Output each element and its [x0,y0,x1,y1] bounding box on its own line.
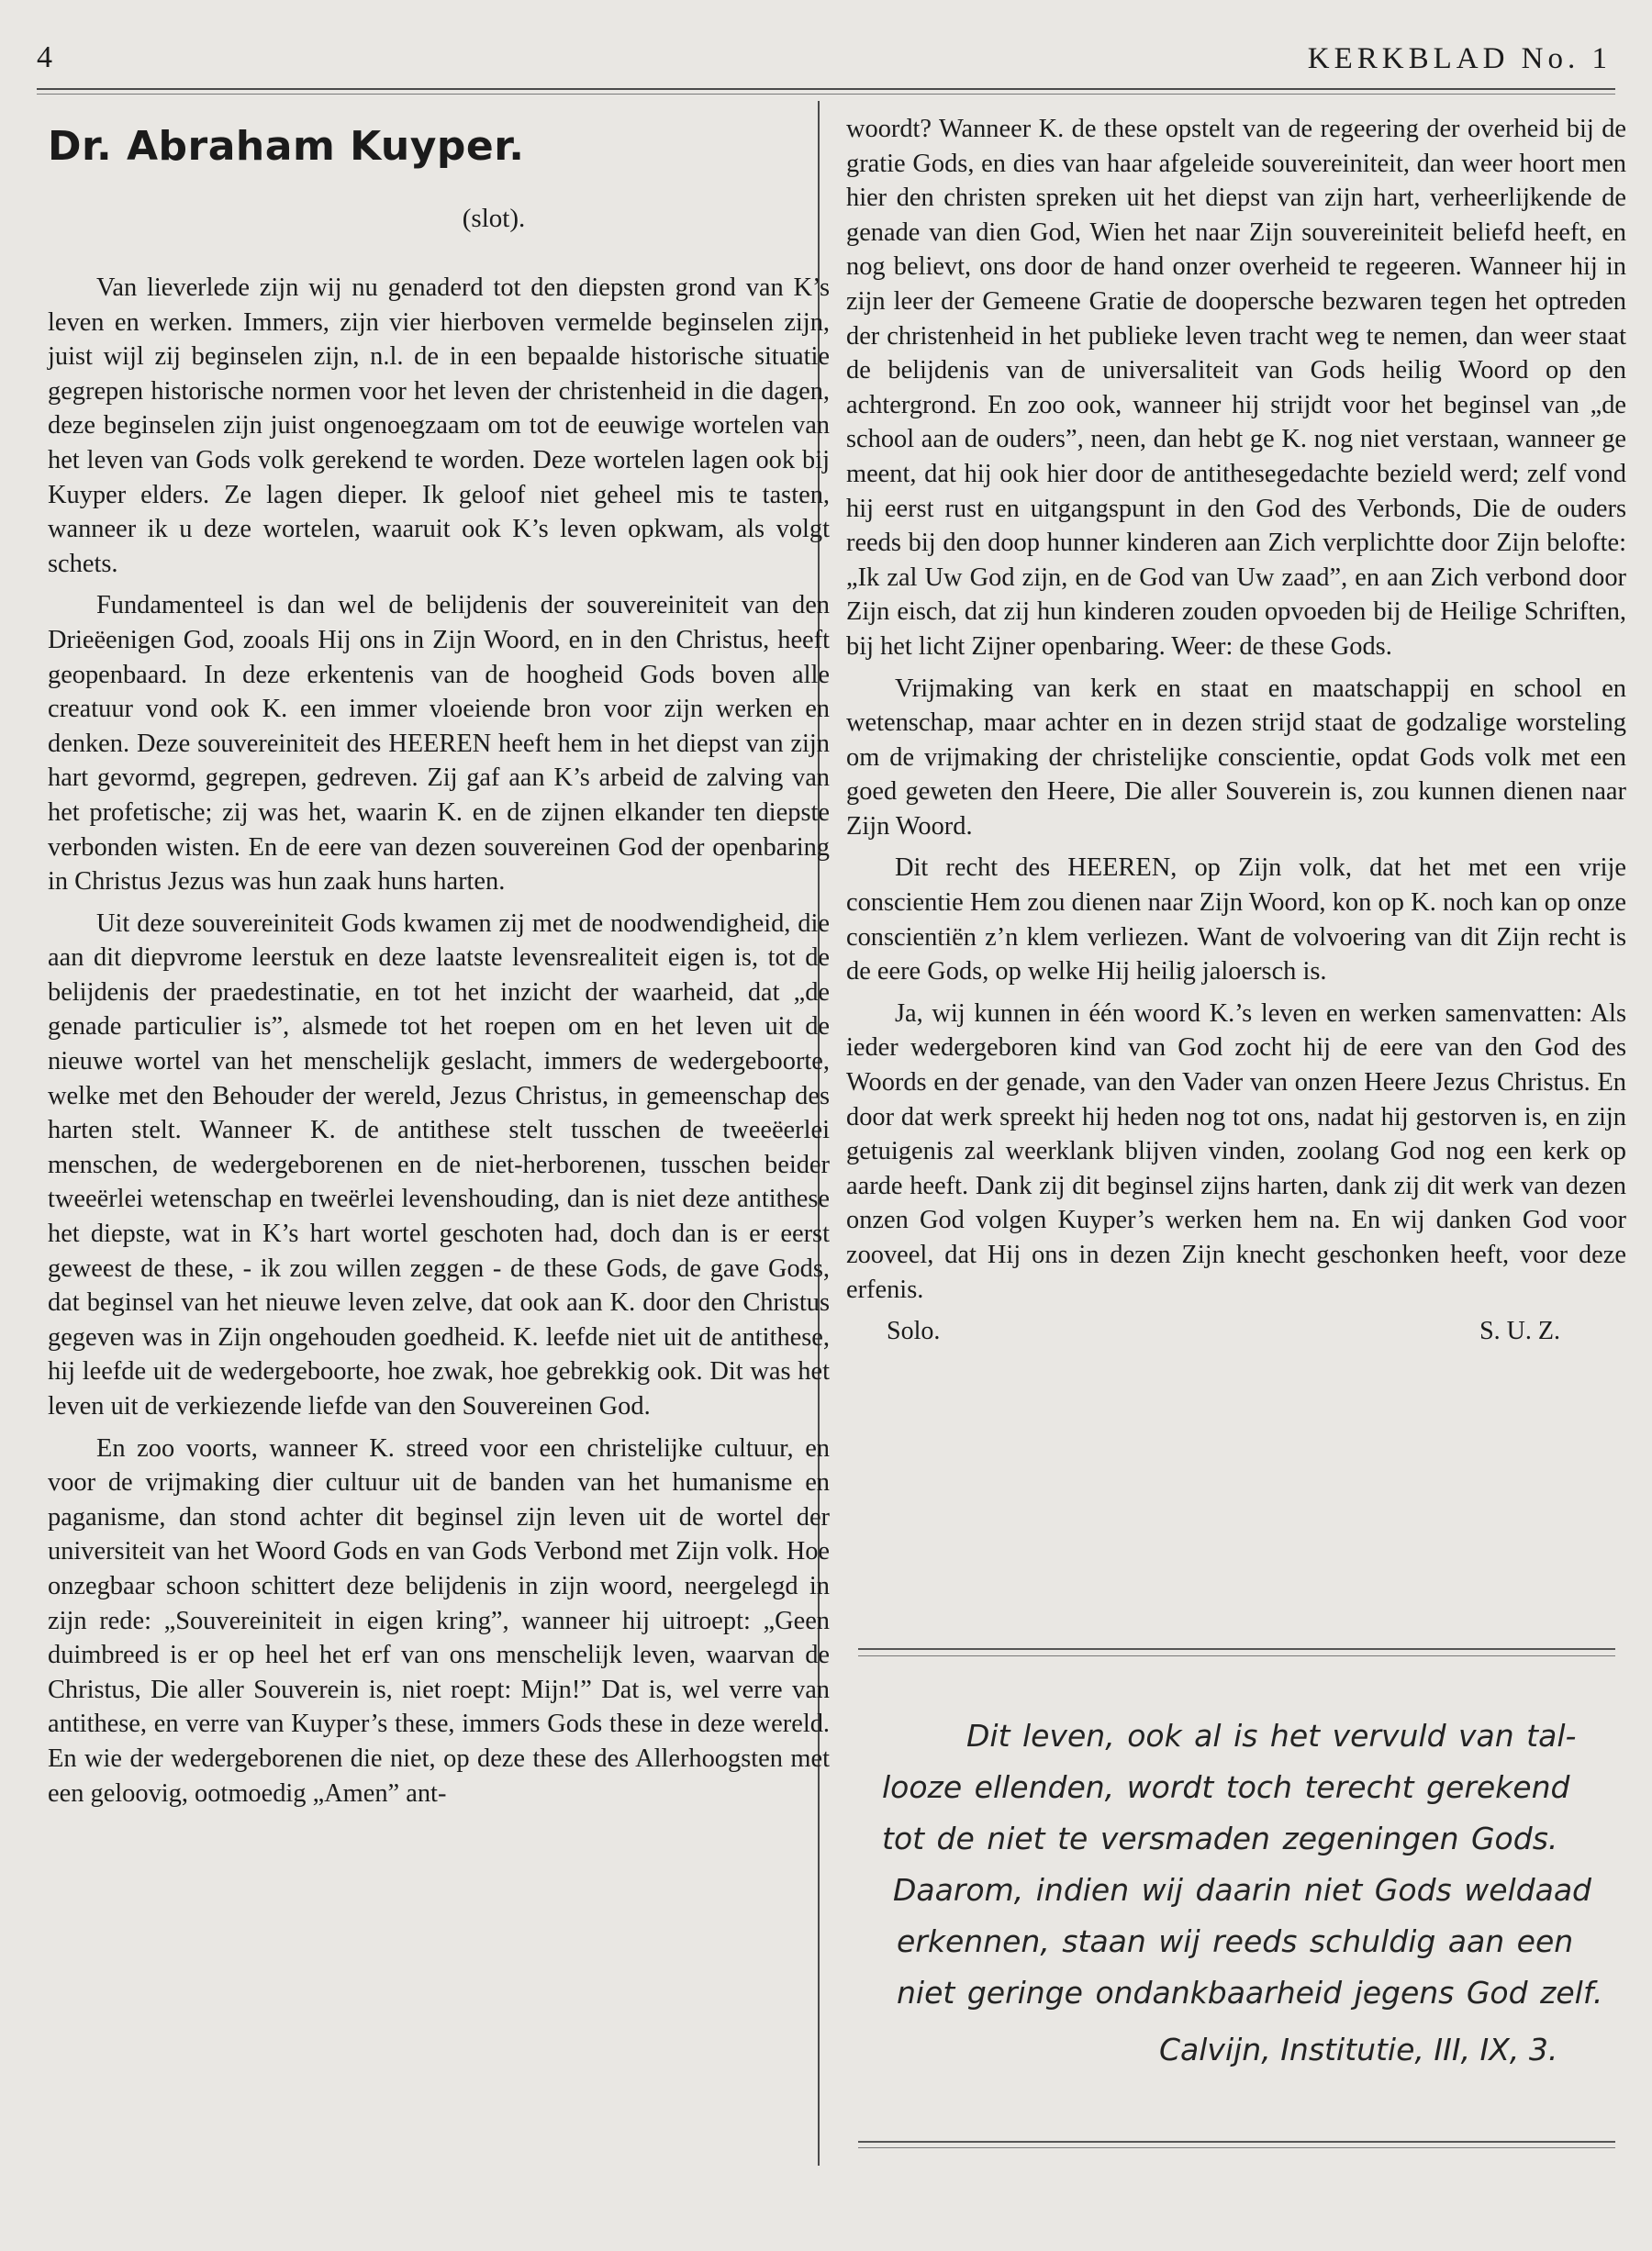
paragraph: Van lieverlede zijn wij nu genaderd tot den diepsten grond van K’s leven en werken. Immers, zijn vier hierboven vermelde beginselen zijn, juist wijl zij beginselen zijn, n.l. de in een bepaalde historische situatie gegrepen historische normen voor het leven der christenheid in die dagen, deze beginselen zijn juist ongenoegzaam om tot de eeuwige wortelen van het leven van Gods volk gerekend te worden. Deze wortelen lagen ook bij Kuyper elders. Ze lagen dieper. Ik geloof niet geheel mis te tasten, wanneer ik u deze wortelen, waaruit ook K’s leven opkwam, als volgt schets. [48,273,830,578]
header-rule-secondary [37,94,1615,95]
quote-line: tot de niet te versmaden zegeningen Gods. [882,1821,1558,1856]
paragraph-continued: woordt? Wanneer K. de these opstelt van de regeering der overheid bij de gratie Gods, en dies van haar afgeleide souvereiniteit, dan weer hoort men hier den christen spreken uit het diepst van zijn hart, verheerlijkende de genade van dien God, Wien het naar Zijn souvereiniteit beliefd heeft, en nog believt, ons door de hand onzer overheid te regeeren. Wanneer hij in zijn leer der Gemeene Gratie de doopersche bezwaren tegen het optreden der christenheid in het publieke leven tracht weg te nemen, dan weer staat de belijdenis van de universaliteit van Gods heilig Woord op den achtergrond. En zoo ook, wanneer hij strijdt voor het beginsel van „de school aan de ouders”, neen, dan hebt ge K. nog niet verstaan, wanneer ge meent, dat hij ook hier door de antithesegedachte bezield werd; zelf vond hij eerst rust en uitgangspunt in den God des Verbonds, Die de ouders reeds bij den doop hunner kinderen aan Zich verplichtte door Zijn belofte: „Ik zal Uw God zijn, en de God van Uw zaad”, en aan Zich verbond door Zijn eisch, dat zij hun kinderen zouden opvoeden bij de Heilige Schriften, bij het licht Zijner openbaring. Weer: de these Gods. [846,115,1626,661]
page-number: 4 [37,40,52,74]
signoff-place: Solo. [887,1317,941,1346]
quote-line: looze ellenden, wordt toch terecht gerekend [882,1769,1570,1805]
left-column [48,123,830,1818]
quote-line: niet geringe ondankbaarheid jegens God zelf. [897,1975,1603,2011]
paragraph: Ja, wij kunnen in één woord K.’s leven en werken samenvatten: Als ieder wedergeboren kind van God zocht hij de eere van den God des Woords en der genade, van den Vader van onzen Heere Jezus Christus. En door dat werk spreekt hij heden nog tot ons, nadat hij gestorven is, en zijn getuigenis zal weerklank blijven vinden, zoolang God nog een kerk op aarde heeft. Dank zij dit beginsel zijns harten, dank zij dit werk van dezen onzen God volgen Kuyper’s werken hem na. En wij danken God voor zooveel, dat Hij ons in dezen Zijn knecht geschonken heeft, voor deze erfenis. [846,998,1626,1304]
article-subtitle: (slot). [462,204,526,233]
calvin-quote [867,1711,1602,2076]
article-title: Dr. Abraham Kuyper. [48,123,525,170]
quote-top-rule [858,1648,1615,1650]
paragraph: Fundamenteel is dan wel de belijdenis der souvereiniteit van den Drieëenigen God, zooals Hij ons in Zijn Woord, en in den Christus, heeft geopenbaard. In deze erkentenis van de hoogheid Gods boven alle creatuur vond ook K. een immer vloeiende bron voor zijn werken en denken. Deze souvereiniteit des HEEREN heeft hem in het diepst van zijn hart gevormd, gegrepen, gedreven. Zij gaf aan K’s arbeid de zalving van het profetische; zij was het, waarin K. en de zijnen elkander ten diepste verbonden wisten. En de eere van dezen souvereinen God der openbaring in Christus Jezus was hun zaak huns harten. [48,591,830,897]
paragraph: En zoo voorts, wanneer K. streed voor een christelijke cultuur, en voor de vrijmaking dier cultuur uit de banden van het humanisme en paganisme, dan stond achter dit beginsel zijn leven uit de wortel der universiteit van het Woord Gods en van Gods Verbond met Zijn volk. Hoe onzegbaar schoon schittert deze belijdenis in zijn woord, neergelegd in zijn rede: „Souvereiniteit in eigen kring”, wanneer hij uitroept: „Geen duimbreed is er op heel het erf van ons menschelijk leven, waarvan de Christus, Die aller Souverein is, niet roept: Mijn!” Dat is, wel verre van antithese, en verre van Kuyper’s these, immers Gods these in deze wereld. En wie der wedergeborenen die niet, op deze these des Allerhoogsten met een geloovig, ootmoedig „Amen” ant- [48,1433,830,1808]
quote-line: Dit leven, ook al is het vervuld van tal- [966,1718,1577,1754]
masthead: KERKBLAD No. 1 [1307,42,1612,75]
article-signoff [846,1314,1626,1349]
quote-bottom-rule [858,2141,1615,2143]
quote-line: Daarom, indien wij daarin niet Gods weldaad [893,1872,1591,1908]
quote-top-rule-secondary [858,1655,1615,1656]
quote-bottom-rule-secondary [858,2147,1615,2148]
paragraph: Dit recht des HEEREN, op Zijn volk, dat het met een vrije conscientie Hem zou dienen naar Zijn Woord, kon op K. noch kan op onze conscientiën z’n klem verliezen. Want de volvoering van dit Zijn recht is de eere Gods, op welke Hij heilig jaloersch is. [846,853,1626,986]
quote-line: erkennen, staan wij reeds schuldig aan een [897,1923,1574,1959]
right-column [846,112,1626,1349]
header-rule [37,88,1615,90]
signoff-author: S. U. Z. [1479,1317,1560,1346]
paragraph: Uit deze souvereiniteit Gods kwamen zij met de noodwendigheid, die aan dit diepvrome leerstuk en deze laatste levensrealiteit eigen is, tot de belijdenis der praedestinatie, en tot het inzicht der waarheid, dat „de genade particulier is”, alsmede tot het roepen om en het leven uit de nieuwe wortel van het menschelijk geslacht, immers de wedergeboorte, welke met den Behouder der wereld, Jezus Christus, in gemeenschap des harten stelt. Wanneer K. de antithese stelt tusschen de tweeëerlei menschen, de wedergeborenen en de niet-herborenen, tusschen beider tweeërlei wetenschap en tweërlei levenshouding, dan is niet deze antithese het diepste, wat in K’s hart wortel geschoten had, doch dan is er eerst geweest de these, - ik zou willen zeggen - de these Gods, de gave Gods, dat beginsel van het nieuwe leven zelve, dat ook aan K. door den Christus gegeven was in Zijn ongehouden goedheid. K. leefde niet uit de antithese, hij leefde uit de wedergeboorte, hoe zwak, hoe gebrekkig ook. Dit was het leven uit de verkiezende liefde van den Souvereinen God. [48,908,830,1421]
paragraph: Vrijmaking van kerk en staat en maatschappij en school en wetenschap, maar achter en in dezen strijd staat de godzalige worsteling om de vrijmaking der christelijke conscientie, opdat Gods volk met een goed geweten den Heere, Die aller Souverein is, zou kunnen dienen naar Zijn Woord. [846,674,1626,841]
quote-citation: Calvijn, Institutie, III, IX, 3. [1159,2032,1558,2067]
